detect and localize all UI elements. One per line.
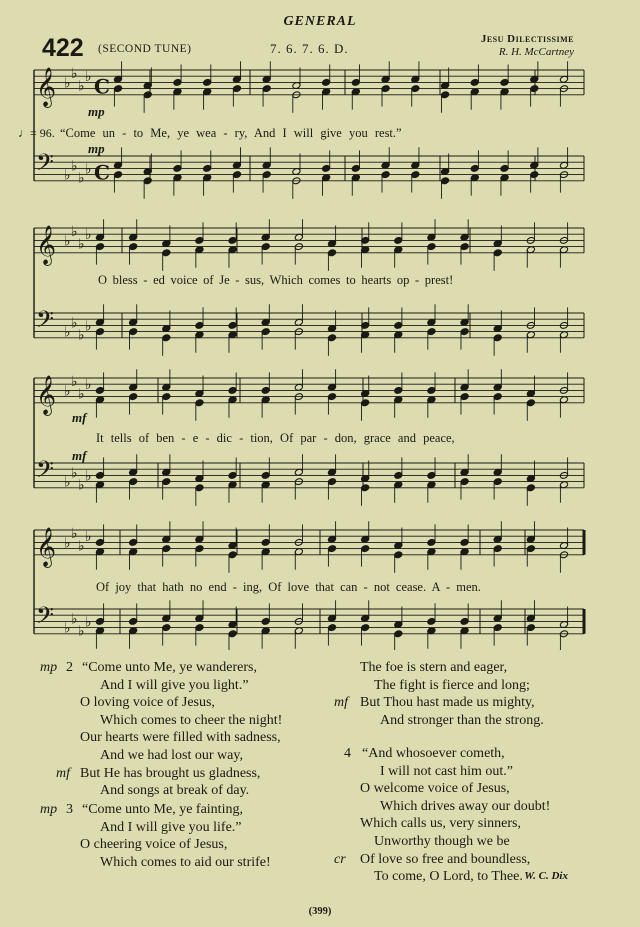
dynamic-cr-stanza-4: cr (334, 851, 346, 867)
stanza-4-line-2: I will not cast him out.” (380, 763, 513, 779)
dynamic-mf-bass: mf (72, 448, 87, 463)
flat-sign: ♭ (85, 69, 92, 86)
stanza-2-line-4: Which comes to cheer the night! (100, 712, 283, 728)
treble-clef: 𝄞 (36, 374, 57, 415)
flat-sign: ♭ (85, 377, 92, 394)
stanza-3 (40, 801, 271, 871)
dynamic-mp-stanza-3: mp (40, 802, 58, 817)
music-lyric-line-1: “Come un - to Me, ye wea - ry, And I will give you rest.” (60, 126, 402, 140)
bass-clef: 𝄢 (36, 601, 55, 635)
stanza-4-line-6: Unworthy though we be (374, 833, 510, 849)
flat-sign: ♭ (71, 374, 78, 391)
flat-sign: ♭ (78, 386, 85, 403)
stanza-4-line-7: Of love so free and boundless, (360, 851, 531, 867)
stanza-3-line-7: But Thou hast made us mighty, (360, 695, 535, 711)
flat-sign: ♭ (71, 66, 78, 83)
tune-note: (SECOND TUNE) (98, 43, 192, 55)
flat-sign: ♭ (64, 535, 71, 552)
flat-sign: ♭ (64, 167, 71, 184)
flat-sign: ♭ (78, 477, 85, 494)
stanza-2-line-1: “Come unto Me, ye wanderers, (82, 660, 257, 675)
running-head: GENERAL (283, 14, 357, 29)
flat-sign: ♭ (85, 529, 92, 546)
common-time: C (94, 74, 110, 99)
dynamic-mf-stanza-3: mf (334, 695, 348, 711)
treble-clef: 𝄞 (36, 224, 57, 265)
stanza-4-line-3: O welcome voice of Jesus, (360, 781, 510, 797)
dynamic-mf-treble: mf (72, 410, 87, 425)
dynamic-mp-treble: mp (88, 104, 105, 119)
stanza-4-line-8: To come, O Lord, to Thee. (374, 869, 523, 885)
hymn-number: 422 (42, 34, 84, 62)
flat-sign: ♭ (71, 315, 78, 332)
stanza-2-line-3: O loving voice of Jesus, (80, 695, 215, 711)
stanza-3-line-2: And I will give you life.” (100, 819, 242, 835)
music-lyric-line-4: Of joy that hath no end - ing, Of love that can - not cease. A - men. (96, 580, 481, 594)
flat-sign: ♭ (71, 465, 78, 482)
stanza-3-line-8: And stronger than the strong. (380, 712, 544, 728)
flat-sign: ♭ (64, 383, 71, 400)
flat-sign: ♭ (64, 620, 71, 637)
stanza-3-line-1: “Come unto Me, ye fainting, (82, 802, 243, 817)
flat-sign: ♭ (78, 236, 85, 253)
treble-clef: 𝄞 (36, 66, 57, 107)
bass-clef: 𝄢 (36, 455, 55, 489)
flat-sign: ♭ (64, 233, 71, 250)
meter: 7. 6. 7. 6. D. (270, 41, 349, 56)
flat-sign: ♭ (78, 327, 85, 344)
flat-sign: ♭ (71, 158, 78, 175)
stanza-2-line-8: And songs at break of day. (100, 783, 250, 799)
stanza-2 (40, 659, 283, 800)
stanza-3-line-4: Which comes to aid our strife! (100, 854, 271, 870)
stanza-2-line-5: Our hearts were filled with sadness, (80, 730, 281, 746)
flat-sign: ♭ (78, 538, 85, 555)
stanza-3-number: 3 (66, 802, 73, 817)
flat-sign: ♭ (85, 614, 92, 631)
composer: R. H. McCartney (498, 46, 574, 58)
stanza-4 (334, 745, 551, 886)
stanza-4-line-1: “And whosoever cometh, (362, 746, 505, 761)
tempo-marking: ♩= 96. (18, 126, 55, 140)
stanza-2-line-2: And I will give you light.” (100, 677, 249, 693)
stanza-3-line-5: The foe is stern and eager, (360, 660, 508, 675)
flat-sign: ♭ (85, 318, 92, 335)
flat-sign: ♭ (78, 623, 85, 640)
stanza-2-line-6: And we had lost our way, (100, 747, 243, 763)
dynamic-mf-stanza-2: mf (56, 765, 70, 781)
page-number: (399) (308, 906, 332, 917)
stanza-3-line-6: The fight is fierce and long; (374, 677, 530, 693)
stanza-3-line-3: O cheering voice of Jesus, (80, 837, 228, 853)
dynamic-mp-bass: mp (88, 141, 105, 156)
flat-sign: ♭ (71, 526, 78, 543)
flat-sign: ♭ (85, 468, 92, 485)
stanza-3-continued (334, 659, 544, 729)
music-lyric-line-3: It tells of ben - e - dic - tion, Of par - don, grace and peace, (96, 431, 455, 445)
stanza-2-number: 2 (66, 660, 73, 675)
music-lyric-line-2: O bless - ed voice of Je - sus, Which comes to hearts op - prest! (98, 273, 454, 287)
flat-sign: ♭ (64, 474, 71, 491)
common-time: C (94, 160, 110, 185)
bass-clef: 𝄢 (36, 148, 55, 182)
tune-name: Jesu Dilectissime (480, 33, 574, 45)
flat-sign: ♭ (64, 75, 71, 92)
treble-clef: 𝄞 (36, 526, 57, 567)
flat-sign: ♭ (71, 224, 78, 241)
dynamic-mp-stanza-2: mp (40, 660, 58, 675)
bass-clef: 𝄢 (36, 305, 55, 339)
stanza-4-line-5: Which calls us, very sinners, (360, 816, 521, 832)
stanza-4-line-4: Which drives away our doubt! (380, 798, 551, 814)
flat-sign: ♭ (64, 324, 71, 341)
stanza-2-line-7: But He has brought us gladness, (80, 765, 261, 781)
flat-sign: ♭ (78, 78, 85, 95)
flat-sign: ♭ (78, 170, 85, 187)
flat-sign: ♭ (85, 227, 92, 244)
stanza-4-number: 4 (344, 746, 351, 761)
flat-sign: ♭ (85, 161, 92, 178)
hymn-author: W. C. Dix (524, 870, 568, 882)
flat-sign: ♭ (71, 611, 78, 628)
